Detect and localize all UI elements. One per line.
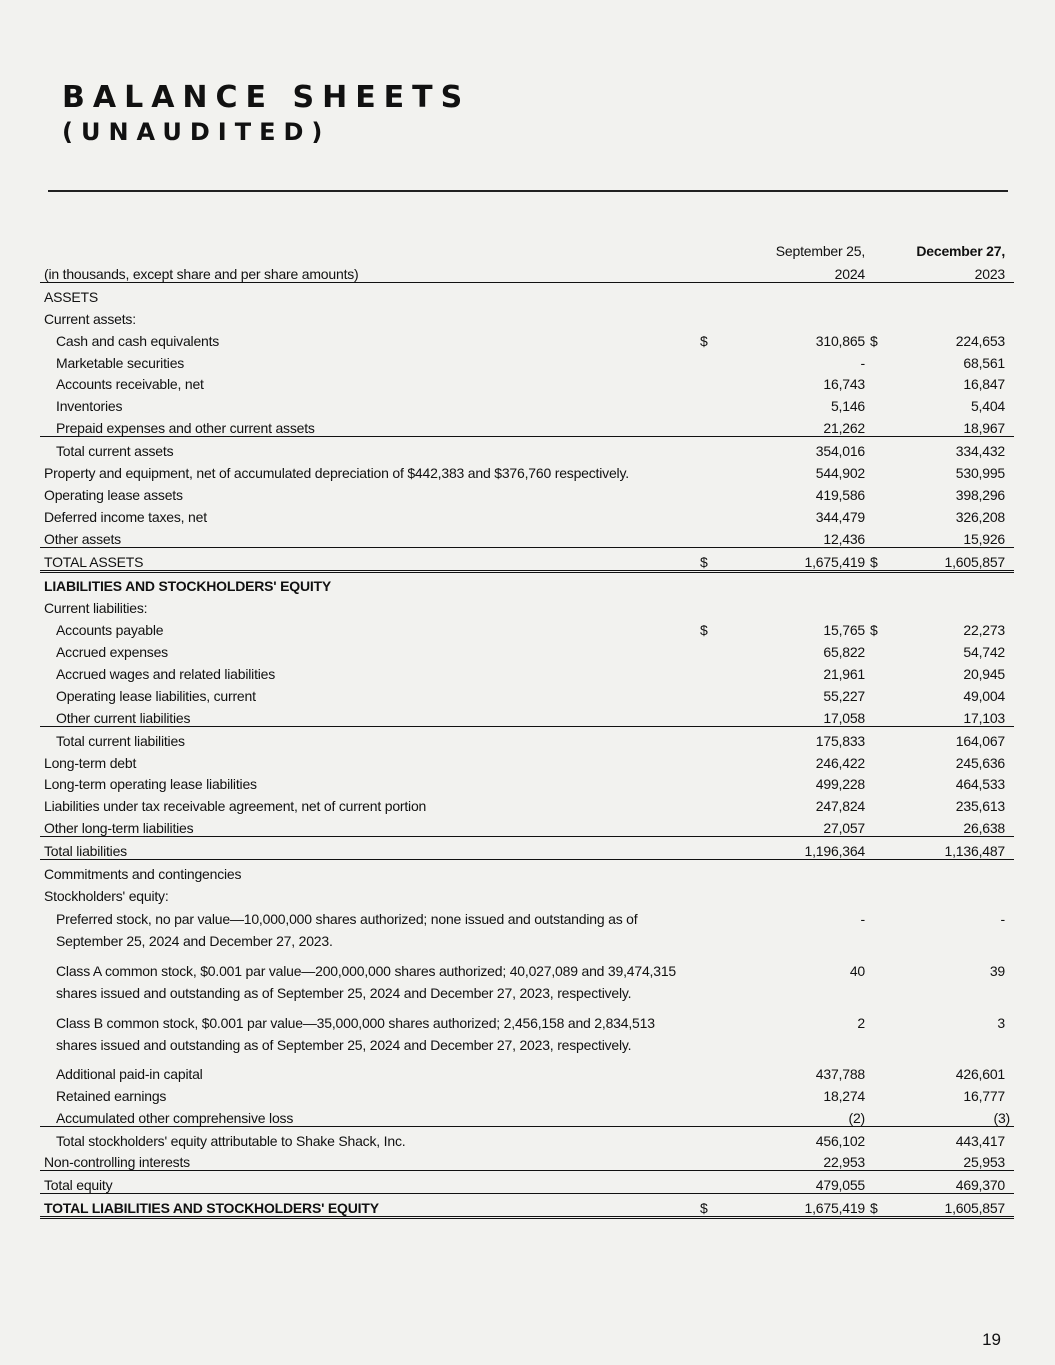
- value-2024: 27,057: [724, 814, 870, 836]
- value-2024: -: [860, 354, 866, 371]
- row-label: Additional paid-in capital: [56, 1065, 203, 1082]
- value-2024: 456,102: [815, 1132, 866, 1149]
- value-2024: 15,765: [823, 622, 866, 639]
- value-2023: 398,296: [955, 486, 1006, 503]
- value-2024: 18,274: [823, 1087, 866, 1104]
- table-row: [40, 571, 1014, 594]
- value-2024: 5,146: [830, 398, 866, 415]
- row-label: Property and equipment, net of accumulated depreciation of $442,383 and $376,760 respectively.: [44, 465, 629, 482]
- row-label: Preferred stock, no par value—10,000,000 shares authorized; none issued and outstanding as of September 25, 2024 and December 27, 2023.: [56, 910, 638, 949]
- header-row-2: [40, 259, 1014, 283]
- table-row: [40, 594, 1014, 616]
- value-2023: 17,103: [894, 704, 1014, 726]
- currency-symbol: $: [700, 622, 708, 639]
- value-2023: 443,417: [955, 1132, 1006, 1149]
- table-row: [40, 392, 1014, 414]
- row-label: Other current liabilities: [40, 704, 700, 726]
- row-label: Total current liabilities: [56, 732, 185, 749]
- row-label: Deferred income taxes, net: [44, 508, 207, 525]
- value-2023: 334,432: [955, 443, 1006, 460]
- table-row: [40, 792, 1014, 814]
- table-row: [40, 525, 1014, 547]
- currency-symbol: $: [870, 332, 878, 349]
- table-row: [40, 1082, 1014, 1104]
- value-2024: 310,865: [815, 332, 866, 349]
- currency-symbol: $: [870, 622, 878, 639]
- value-2024: 12,436: [724, 525, 870, 547]
- value-2023: 235,613: [955, 798, 1006, 815]
- value-2024: 65,822: [823, 644, 866, 661]
- table-row: [40, 547, 1014, 571]
- value-2024: 437,788: [815, 1065, 866, 1082]
- table-row: [40, 371, 1014, 393]
- value-2024: 55,227: [823, 687, 866, 704]
- table-row: [40, 459, 1014, 481]
- currency-symbol: $: [700, 1194, 724, 1218]
- currency-symbol: $: [700, 547, 724, 571]
- value-2023: 224,653: [955, 332, 1006, 349]
- value-2024: 21,262: [724, 414, 870, 436]
- row-label: TOTAL ASSETS: [40, 547, 700, 571]
- value-2023: 22,273: [963, 622, 1006, 639]
- row-label: Accumulated other comprehensive loss: [40, 1104, 700, 1126]
- value-2023: 530,995: [955, 465, 1006, 482]
- col2-header-line1: December 27,: [916, 243, 1006, 259]
- col1-header-line1: September 25,: [775, 243, 866, 259]
- table-row: [40, 1060, 1014, 1082]
- table-row: [40, 481, 1014, 503]
- page-number: 19: [982, 1330, 1001, 1349]
- value-2023: 464,533: [955, 776, 1006, 793]
- col2-header-line2: 2023: [870, 259, 1014, 283]
- row-label: Operating lease liabilities, current: [56, 687, 256, 704]
- value-2024: 1,196,364: [724, 837, 870, 860]
- row-label: Operating lease assets: [44, 486, 183, 503]
- currency-symbol: $: [870, 547, 894, 571]
- table-row: [40, 1149, 1014, 1171]
- table-row: [40, 283, 1014, 305]
- currency-symbol: $: [870, 1194, 894, 1218]
- row-label: Current assets:: [44, 310, 136, 327]
- row-label: Other assets: [40, 525, 700, 547]
- value-2024: 354,016: [815, 443, 866, 460]
- table-row: [40, 503, 1014, 525]
- row-label: Accounts receivable, net: [56, 376, 204, 393]
- row-label: Non-controlling interests: [40, 1149, 700, 1171]
- value-2024: 175,833: [815, 732, 866, 749]
- table-row: [40, 814, 1014, 836]
- value-2024: 344,479: [815, 508, 866, 525]
- value-2023: 16,777: [963, 1087, 1006, 1104]
- value-2024: 1,675,419: [724, 547, 870, 571]
- value-2024: 16,743: [823, 376, 866, 393]
- value-2024: 544,902: [815, 465, 866, 482]
- table-row: [40, 749, 1014, 771]
- table-row: [40, 1104, 1014, 1126]
- value-2024: 479,055: [724, 1171, 870, 1194]
- value-2023: (3): [894, 1104, 1014, 1126]
- value-2023: 1,136,487: [894, 837, 1014, 860]
- table-row: [40, 956, 1014, 1008]
- value-2023: 18,967: [894, 414, 1014, 436]
- row-label: Prepaid expenses and other current assets: [40, 414, 700, 436]
- row-label: Current liabilities:: [44, 600, 148, 617]
- table-row: [40, 882, 1014, 904]
- table-row: [40, 682, 1014, 704]
- table-row: [40, 305, 1014, 327]
- units-note: (in thousands, except share and per share amounts): [40, 259, 700, 283]
- value-2023: 54,742: [963, 644, 1006, 661]
- row-label: Liabilities under tax receivable agreement, net of current portion: [44, 798, 427, 815]
- table-row: [40, 904, 1014, 956]
- page-title: BALANCE SHEETS: [62, 80, 471, 115]
- row-label: Commitments and contingencies: [44, 866, 242, 883]
- row-label: Retained earnings: [56, 1087, 167, 1104]
- value-2024: 419,586: [815, 486, 866, 503]
- value-2023: 3: [997, 1014, 1006, 1031]
- col1-header-line2: 2024: [700, 259, 870, 283]
- table-row: [40, 437, 1014, 459]
- row-label: Other long-term liabilities: [40, 814, 700, 836]
- value-2023: 49,004: [963, 687, 1006, 704]
- table-row: [40, 414, 1014, 436]
- value-2023: 25,953: [894, 1149, 1014, 1171]
- value-2023: 20,945: [963, 666, 1006, 683]
- value-2023: 1,605,857: [894, 1194, 1014, 1218]
- row-label: Inventories: [56, 398, 123, 415]
- row-label: Marketable securities: [56, 354, 185, 371]
- value-2023: 426,601: [955, 1065, 1006, 1082]
- currency-symbol: $: [700, 332, 708, 349]
- row-label: Long-term debt: [44, 754, 137, 771]
- row-label: Long-term operating lease liabilities: [44, 776, 257, 793]
- table-row: [40, 726, 1014, 748]
- row-label: Accrued wages and related liabilities: [56, 666, 276, 683]
- balance-sheet-table: [40, 236, 1014, 1219]
- page-subtitle: (UNAUDITED): [62, 118, 331, 146]
- value-2024: 21,961: [823, 666, 866, 683]
- row-label: Class A common stock, $0.001 par value—200,000,000 shares authorized; 40,027,089 and 39,474,315 shares issued and outstanding as of September 25, 2024 and December 27, 2023, respectively.: [56, 962, 676, 1001]
- value-2024: 246,422: [815, 754, 866, 771]
- row-label: Total stockholders' equity attributable to Shake Shack, Inc.: [56, 1132, 406, 1149]
- value-2023: 26,638: [894, 814, 1014, 836]
- table-row: [40, 837, 1014, 860]
- row-label: Stockholders' equity:: [44, 887, 169, 904]
- value-2023: 326,208: [955, 508, 1006, 525]
- table-row: [40, 704, 1014, 726]
- value-2023: 1,605,857: [894, 547, 1014, 571]
- row-label: Cash and cash equivalents: [56, 332, 220, 349]
- value-2024: 22,953: [724, 1149, 870, 1171]
- value-2024: 499,228: [815, 776, 866, 793]
- value-2023: 245,636: [955, 754, 1006, 771]
- table-row: [40, 1008, 1014, 1060]
- table-row: [40, 660, 1014, 682]
- value-2023: 15,926: [894, 525, 1014, 547]
- table-row: [40, 327, 1014, 349]
- value-2023: 39: [989, 962, 1006, 979]
- value-2024: 1,675,419: [724, 1194, 870, 1218]
- table-row: [40, 349, 1014, 371]
- value-2023: 68,561: [963, 354, 1006, 371]
- value-2023: 16,847: [963, 376, 1006, 393]
- row-label: Accrued expenses: [56, 644, 168, 661]
- table-row: [40, 1171, 1014, 1194]
- table-row: [40, 638, 1014, 660]
- value-2024: 17,058: [724, 704, 870, 726]
- table-row: [40, 616, 1014, 638]
- row-label: Total equity: [40, 1171, 700, 1194]
- value-2023: 164,067: [955, 732, 1006, 749]
- row-label: Class B common stock, $0.001 par value—35,000,000 shares authorized; 2,456,158 and 2,834,513 shares issued and outstanding as of September 25, 2024 and December 27, 2023, respectively.: [56, 1014, 655, 1053]
- header-row-1: [40, 236, 1014, 259]
- value-2024: -: [860, 910, 866, 927]
- row-label: Total current assets: [56, 443, 174, 460]
- value-2023: 469,370: [894, 1171, 1014, 1194]
- value-2024: 2: [857, 1014, 866, 1031]
- row-label: Total liabilities: [40, 837, 700, 860]
- value-2023: 5,404: [970, 398, 1006, 415]
- table-row: [40, 1126, 1014, 1148]
- value-2023: -: [1000, 910, 1006, 927]
- table-row: [40, 771, 1014, 793]
- title-divider: [48, 190, 1008, 192]
- row-label: Accounts payable: [56, 622, 164, 639]
- row-label: LIABILITIES AND STOCKHOLDERS' EQUITY: [44, 578, 332, 595]
- row-label: TOTAL LIABILITIES AND STOCKHOLDERS' EQUITY: [40, 1194, 700, 1218]
- row-label: ASSETS: [44, 288, 99, 305]
- value-2024: 40: [849, 962, 866, 979]
- table-row: [40, 1194, 1014, 1218]
- table-row: [40, 860, 1014, 882]
- value-2024: 247,824: [815, 798, 866, 815]
- value-2024: (2): [724, 1104, 870, 1126]
